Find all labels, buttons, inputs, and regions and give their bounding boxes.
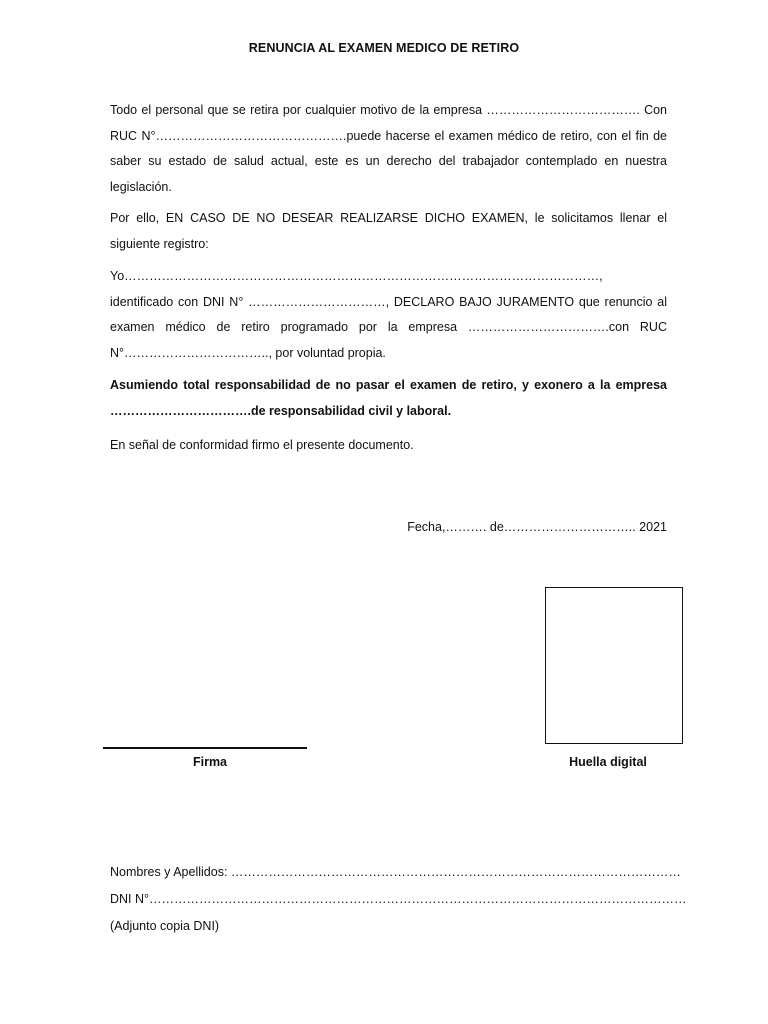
fingerprint-label: Huella digital	[569, 755, 647, 769]
attachment-note: (Adjunto copia DNI)	[110, 919, 220, 933]
paragraph-request: Por ello, EN CASO DE NO DESEAR REALIZARSE DICHO EXAMEN, le solicitamos llenar el siguiente registro:	[110, 211, 667, 251]
paragraph-declaration: Yo……………………………………………………………………………………………………, identificado con DNI N° ……………………………, DECLARO BAJO JURAMENTO que renuncio al examen médico de retiro programado por la empresa …………………………….con RUC N°…………………………….., por voluntad propia.	[110, 269, 667, 360]
fingerprint-box	[545, 587, 683, 744]
document-title: RENUNCIA AL EXAMEN MEDICO DE RETIRO	[248, 41, 520, 55]
paragraph-intro: Todo el personal que se retira por cualquier motivo de la empresa ………………………………. Con RUC N°……………………………………….puede hacerse el examen médico de retiro, con el fin de saber su estado de salud actual, este es un derecho del trabajador contemplado en nuestra legislación.	[110, 103, 667, 194]
paragraph-conformity: En señal de conformidad firmo el presente documento.	[110, 438, 414, 452]
signature-label: Firma	[192, 755, 228, 769]
paragraph-responsibility: Asumiendo total responsabilidad de no pasar el examen de retiro, y exonero a la empresa …………………………….de responsabilidad civil y laboral.	[110, 378, 667, 418]
signature-line	[103, 747, 307, 749]
names-field: Nombres y Apellidos: ………………………………………………………………………………………………	[110, 865, 681, 879]
date-line: Fecha,………. de………………………….. 2021	[407, 520, 667, 534]
dni-field: DNI N°…………………………………………………………………………………………………………………	[110, 892, 687, 906]
